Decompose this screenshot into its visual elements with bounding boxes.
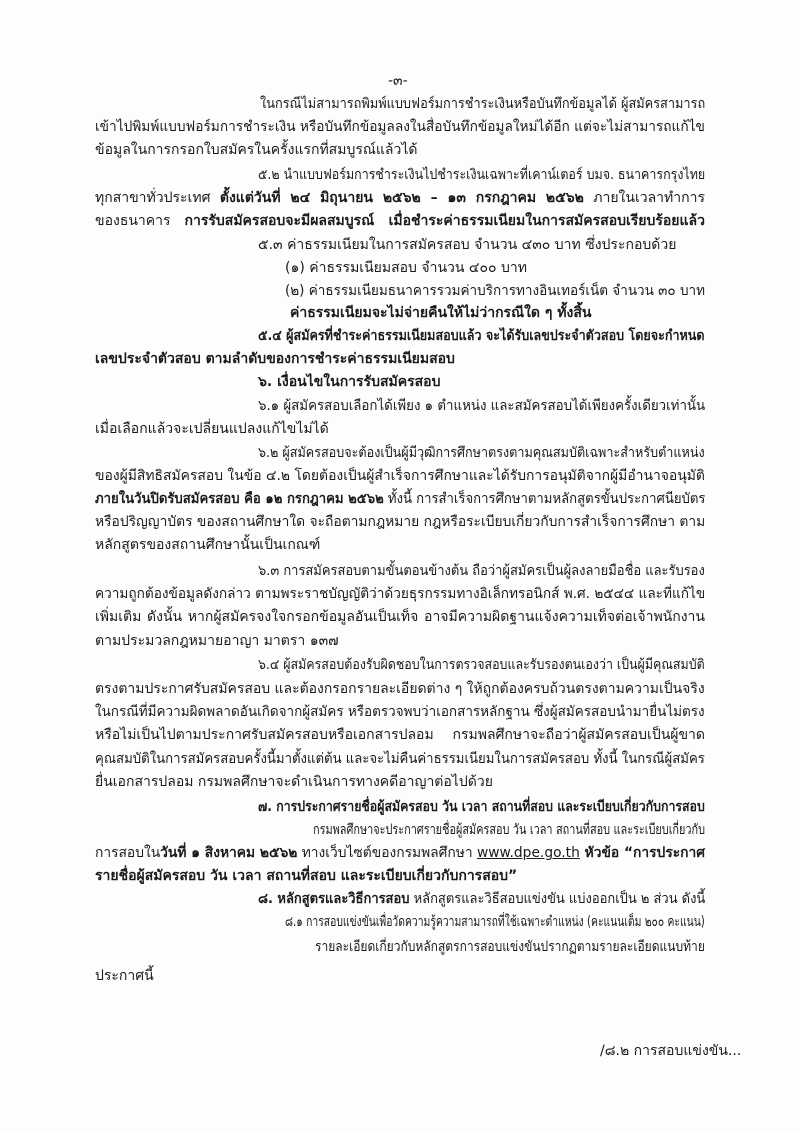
text-line bbox=[313, 821, 706, 839]
text-segment: เลขประจำตัวสอบ ตามลำดับของการชำระค่าธรรมเนียมสอบ bbox=[95, 351, 455, 367]
text-line bbox=[95, 118, 705, 136]
text-segment: หัวข้อ “การประกาศ bbox=[579, 845, 705, 861]
text-line bbox=[95, 467, 705, 485]
text-segment: ตั้งแต่วันที่ ๒๔ มิถุนายน ๒๕๖๒ – ๑๓ กรกฎาคม ๒๕๖๒ bbox=[219, 190, 584, 206]
text-segment: ๘.๑ การสอบแข่งขันเพื่อวัดความรู้ความสามารถที่ใช้เฉพาะตำแหน่ง (คะแนนเต็ม ๒๐๐ คะแนน) bbox=[285, 914, 705, 930]
text-segment: ค่าธรรมเนียมจะไม่จ่ายคืนให้ไม่ว่ากรณีใด ๆ ทั้งสิ้น bbox=[290, 305, 592, 321]
text-segment: กรมพลศึกษาจะประกาศรายชื่อผู้สมัครสอบ วัน เวลา สถานที่สอบ และระเบียบเกี่ยวกับ bbox=[313, 822, 706, 838]
text-line bbox=[258, 166, 706, 184]
text-segment: ทางเว็บไซต์ของกรมพลศึกษา bbox=[297, 845, 477, 861]
text-segment: รายละเอียดเกี่ยวกับหลักสูตรการสอบแข่งขันปรากฏตามรายละเอียดแนบท้าย bbox=[315, 939, 705, 955]
text-segment: ของผู้มีสิทธิสมัครสอบ ในข้อ ๔.๒ โดยต้องเป็นผู้สำเร็จการศึกษาและได้รับการอนุมัติจากผู้มีอำนาจอนุมัติ bbox=[95, 468, 705, 484]
text-segment: ของธนาคาร bbox=[95, 213, 185, 229]
text-line bbox=[95, 536, 320, 554]
text-segment: ๖. เงื่อนไขในการรับสมัครสอบ bbox=[258, 374, 441, 390]
text-segment: ๖.๒ ผู้สมัครสอบจะต้องเป็นผู้มีวุฒิการศึกษาตรงตามคุณสมบัติเฉพาะสำหรับตำแหน่ง bbox=[258, 445, 705, 461]
text-segment: ๕.๒ นำแบบฟอร์มการชำระเงินไปชำระเงินเฉพาะที่เคาน์เตอร์ บมจ. ธนาคารกรุงไทย bbox=[258, 167, 706, 183]
text-line bbox=[95, 844, 705, 862]
text-line bbox=[95, 750, 705, 768]
continuation-note: /๘.๒ การสอบแข่งขัน... bbox=[600, 1043, 742, 1059]
text-segment: หลักสูตรของสถานศึกษานั้นเป็นเกณฑ์ bbox=[95, 537, 321, 553]
text-line bbox=[95, 726, 705, 744]
text-line bbox=[258, 798, 705, 816]
text-segment: เมื่อเลือกแล้วจะเปลี่ยนแปลงแก้ไขไม่ได้ bbox=[95, 421, 329, 437]
text-segment: เพิ่มเติม ดังนั้น หากผู้สมัครจงใจกรอกข้อมูลอันเป็นเท็จ อาจมีความผิดฐานแจ้งความเท็จต่อเจ้าพนักงาน bbox=[95, 609, 705, 625]
text-line bbox=[285, 913, 705, 931]
text-segment: ประกาศนี้ bbox=[95, 968, 154, 984]
text-segment: หรือปริญญาบัตร ของสถานศึกษาใด จะถือตามกฎหมาย กฎหรือระเบียบเกี่ยวกับการสำเร็จการศึกษา ตาม bbox=[95, 514, 706, 530]
text-segment: ๖.๑ ผู้สมัครสอบเลือกได้เพียง ๑ ตำแหน่ง และสมัครสอบได้เพียงครั้งเดียวเท่านั้น bbox=[258, 398, 706, 414]
text-segment: การรับสมัครสอบจะมีผลสมบูรณ์ เมื่อชำระค่าธรรมเนียมในการสมัครสอบเรียบร้อยแล้ว bbox=[184, 213, 705, 229]
text-segment: ทั้งนี้ การสำเร็จการศึกษาตามหลักสูตรขั้นประกาศนียบัตร bbox=[383, 491, 706, 507]
page-number: -๓- bbox=[388, 73, 408, 89]
text-segment: รายชื่อผู้สมัครสอบ วัน เวลา สถานที่สอบ และระเบียบเกี่ยวกับการสอบ” bbox=[95, 868, 518, 884]
text-segment: ๕.๔ ผู้สมัครที่ชำระค่าธรรมเนียมสอบแล้ว จะได้รับเลขประจำตัวสอบ โดยจะกำหนด bbox=[258, 328, 705, 344]
text-line bbox=[95, 490, 706, 508]
text-line bbox=[95, 212, 705, 230]
text-line bbox=[95, 585, 706, 603]
text-line bbox=[95, 867, 517, 885]
text-segment: ๖.๓ การสมัครสอบตามขั้นตอนข้างต้น ถือว่าผู้สมัครเป็นผู้ลงลายมือชื่อ และรับรอง bbox=[258, 563, 705, 579]
text-line bbox=[95, 773, 493, 791]
text-line bbox=[95, 513, 706, 531]
text-segment: ๕.๓ ค่าธรรมเนียมในการสมัครสอบ จำนวน ๔๓๐ บาท ซึ่งประกอบด้วย bbox=[258, 237, 677, 253]
text-segment: ข้อมูลในการกรอกใบสมัครในครั้งแรกที่สมบูรณ์แล้วได้ bbox=[95, 142, 418, 158]
website-link[interactable]: www.dpe.go.th bbox=[476, 845, 580, 861]
text-line bbox=[258, 327, 705, 345]
text-line bbox=[95, 420, 329, 438]
text-line bbox=[258, 656, 705, 674]
text-segment: ตามประมวลกฎหมายอาญา มาตรา ๑๓๗ bbox=[95, 633, 339, 649]
text-line bbox=[95, 703, 705, 721]
text-line bbox=[95, 350, 455, 368]
text-segment: ยื่นเอกสารปลอม กรมพลศึกษาจะดำเนินการทางคดีอาญาต่อไปด้วย bbox=[95, 774, 493, 790]
text-line bbox=[290, 304, 591, 322]
text-segment: ในกรณีที่มีความผิดพลาดอันเกิดจากผู้สมัคร หรือตรวจพบว่าเอกสารหลักฐาน ซึ่งผู้สมัครสอบนำมายื่นไม่ตรง bbox=[95, 704, 705, 720]
text-line bbox=[95, 680, 703, 698]
text-line bbox=[315, 938, 705, 956]
text-line bbox=[258, 373, 440, 391]
text-line bbox=[95, 189, 705, 207]
text-line bbox=[258, 562, 705, 580]
text-segment: ภายในวันปิดรับสมัครสอบ คือ ๑๒ กรกฎาคม ๒๕๖๒ bbox=[95, 491, 384, 507]
text-segment: (๑) ค่าธรรมเนียมสอบ จำนวน ๔๐๐ บาท bbox=[285, 260, 528, 276]
text-segment: ทุกสาขาทั่วประเทศ bbox=[95, 190, 220, 206]
text-segment: หรือไม่เป็นไปตามประกาศรับสมัครสอบหรือเอกสารปลอม กรมพลศึกษาจะถือว่าผู้สมัครสอบเป็นผู้ขาด bbox=[95, 727, 705, 743]
text-segment: ในกรณีไม่สามารถพิมพ์แบบฟอร์มการชำระเงินหรือบันทึกข้อมูลได้ ผู้สมัครสามารถ bbox=[260, 96, 706, 112]
text-line bbox=[258, 397, 706, 415]
text-line bbox=[258, 890, 705, 908]
text-line bbox=[285, 282, 705, 300]
text-line bbox=[260, 95, 706, 113]
text-line bbox=[285, 259, 527, 277]
text-line bbox=[258, 236, 676, 254]
text-segment: ๗. การประกาศรายชื่อผู้สมัครสอบ วัน เวลา สถานที่สอบ และระเบียบเกี่ยวกับการสอบ bbox=[258, 799, 705, 815]
text-segment: ความถูกต้องข้อมูลดังกล่าว ตามพระราชบัญญัติว่าด้วยธุรกรรมทางอิเล็กทรอนิกส์ พ.ศ. ๒๕๔๔ และที่แก้ไข bbox=[95, 586, 706, 602]
text-line bbox=[95, 608, 705, 626]
text-segment: ๘. หลักสูตรและวิธีการสอบ bbox=[258, 891, 410, 907]
text-segment: การสอบใน bbox=[95, 845, 161, 861]
text-segment: ๖.๔ ผู้สมัครสอบต้องรับผิดชอบในการตรวจสอบและรับรองตนเองว่า เป็นผู้มีคุณสมบัติ bbox=[258, 657, 705, 673]
text-segment: (๒) ค่าธรรมเนียมธนาคารรวมค่าบริการทางอินเทอร์เน็ต จำนวน ๓๐ บาท bbox=[285, 283, 706, 299]
text-line bbox=[95, 141, 417, 159]
text-segment: วันที่ ๑ สิงหาคม ๒๕๖๒ bbox=[160, 845, 298, 861]
text-segment: เข้าไปพิมพ์แบบฟอร์มการชำระเงิน หรือบันทึกข้อมูลลงในสื่อบันทึกข้อมูลใหม่ได้อีก แต่จะไม่สามารถแก้ไข bbox=[95, 119, 705, 135]
text-segment: ภายในเวลาทำการ bbox=[583, 190, 705, 206]
text-line bbox=[95, 967, 154, 985]
text-line bbox=[95, 632, 339, 650]
text-segment: หลักสูตรและวิธีสอบแข่งขัน แบ่งออกเป็น ๒ ส่วน ดังนี้ bbox=[409, 891, 706, 907]
text-segment: ตรงตามประกาศรับสมัครสอบ และต้องกรอกรายละเอียดต่าง ๆ ให้ถูกต้องครบถ้วนตรงตามความเป็นจริง bbox=[95, 681, 705, 697]
text-segment: คุณสมบัติในการสมัครสอบครั้งนี้มาตั้งแต่ต้น และจะไม่คืนค่าธรรมเนียมในการสมัครสอบ ทั้งนี้ ในกรณีผู้สมัคร bbox=[95, 751, 705, 767]
text-line bbox=[258, 444, 705, 462]
